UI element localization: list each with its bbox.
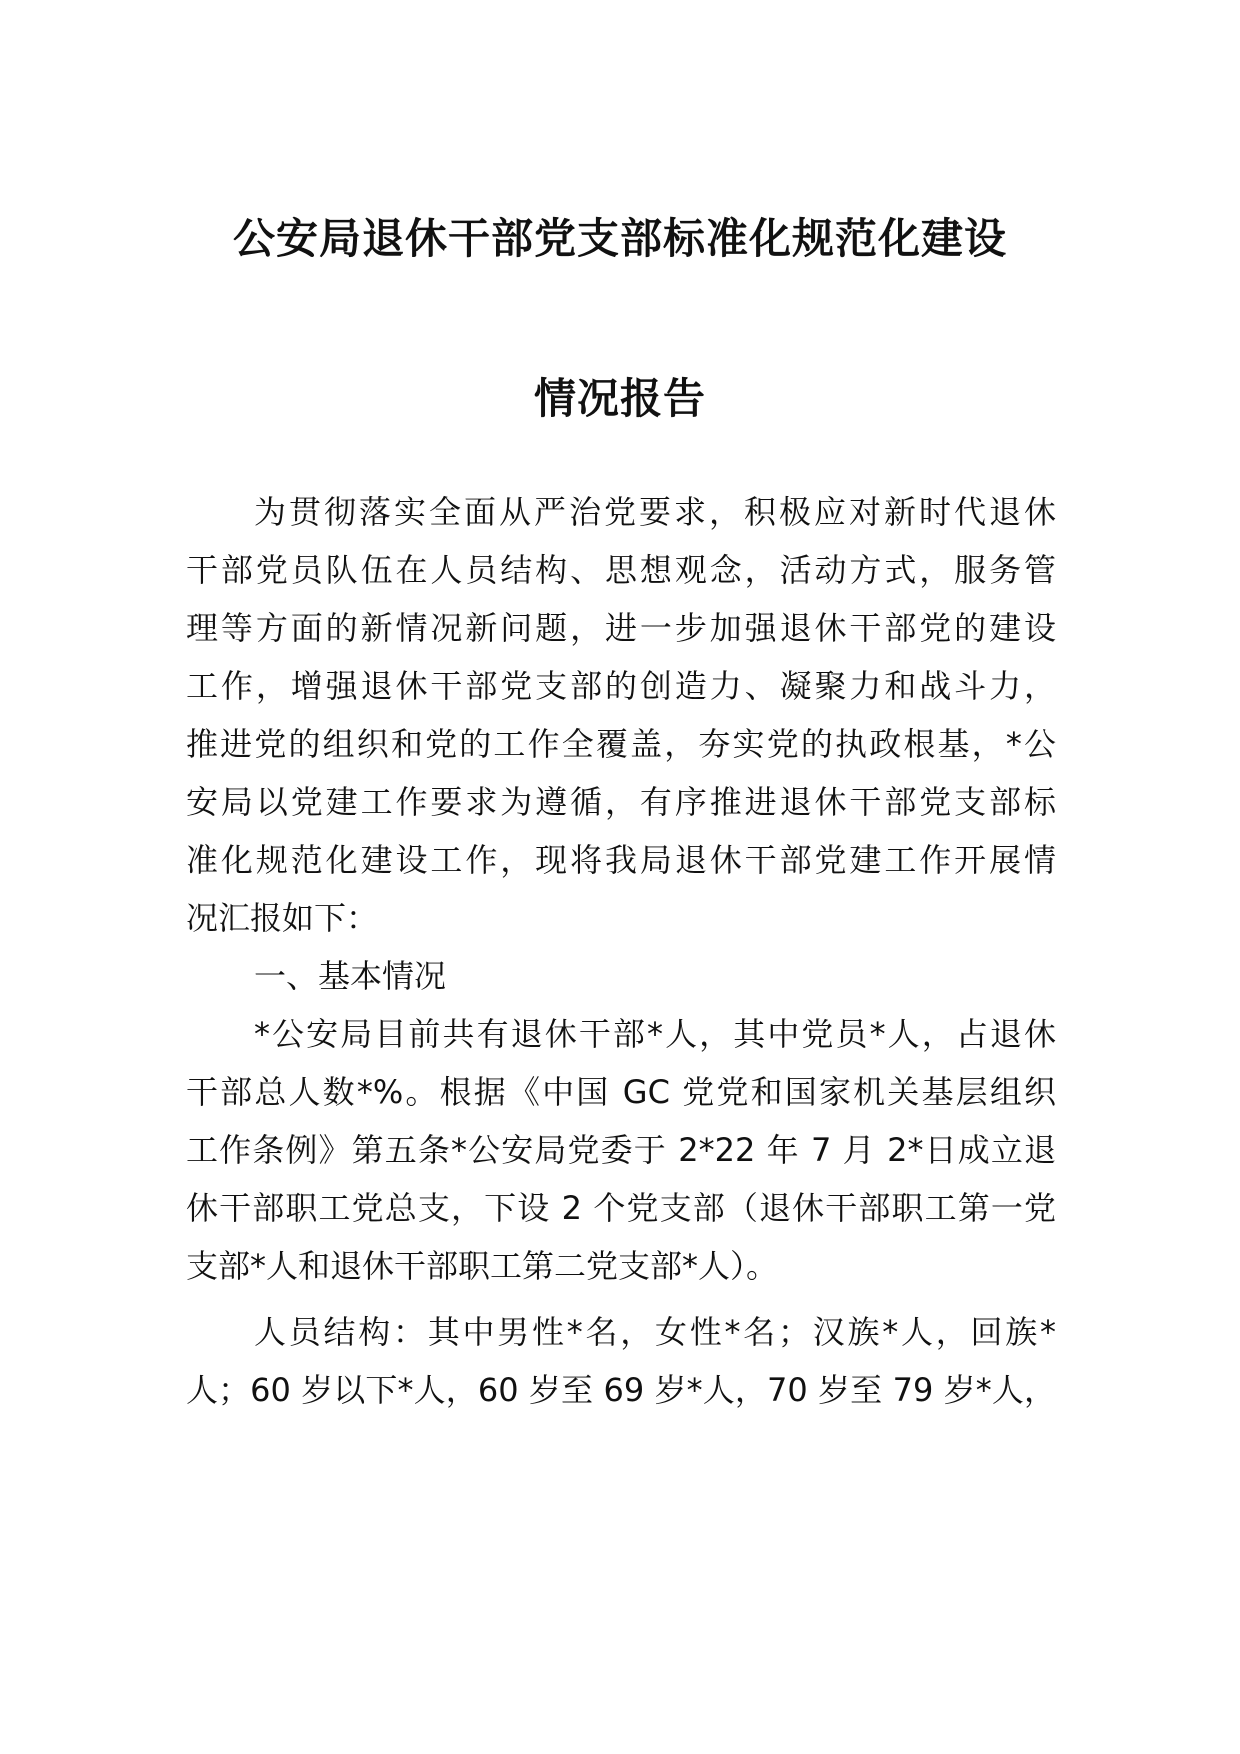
intro-paragraph-line: 干部党员队伍在人员结构、思想观念，活动方式，服务管: [186, 551, 1056, 589]
intro-paragraph-line: 推进党的组织和党的工作全覆盖，夯实党的执政根基，*公: [186, 725, 1056, 763]
structure-paragraph-line: 人；60 岁以下*人，60 岁至 69 岁*人，70 岁至 79 岁*人，: [186, 1371, 1056, 1409]
basic-paragraph-line: 支部*人和退休干部职工第二党支部*人）。: [186, 1247, 779, 1285]
intro-paragraph-line: 为贯彻落实全面从严治党要求，积极应对新时代退休: [254, 493, 1056, 531]
basic-paragraph-line: 工作条例》第五条*公安局党委于 2*22 年 7 月 2*日成立退: [186, 1131, 1056, 1169]
basic-paragraph-line: 干部总人数*%。根据《中国 GC 党党和国家机关基层组织: [186, 1073, 1056, 1111]
intro-paragraph-line: 准化规范化建设工作，现将我局退休干部党建工作开展情: [186, 841, 1056, 879]
intro-paragraph-line: 况汇报如下：: [186, 899, 379, 937]
basic-paragraph-line: *公安局目前共有退休干部*人，其中党员*人，占退休: [254, 1015, 1056, 1053]
intro-paragraph-line: 工作，增强退休干部党支部的创造力、凝聚力和战斗力，: [186, 667, 1056, 705]
section-heading: 一、基本情况: [254, 957, 447, 995]
intro-paragraph-line: 安局以党建工作要求为遵循，有序推进退休干部党支部标: [186, 783, 1056, 821]
structure-paragraph-line: 人员结构：其中男性*名，女性*名；汉族*人，回族*: [254, 1313, 1056, 1351]
intro-paragraph-line: 理等方面的新情况新问题，进一步加强退休干部党的建设: [186, 609, 1056, 647]
document-title-line-2: 情况报告: [533, 374, 706, 423]
basic-paragraph-line: 休干部职工党总支，下设 2 个党支部（退休干部职工第一党: [186, 1189, 1056, 1227]
document-title-line-1: 公安局退休干部党支部标准化规范化建设: [232, 214, 1007, 263]
